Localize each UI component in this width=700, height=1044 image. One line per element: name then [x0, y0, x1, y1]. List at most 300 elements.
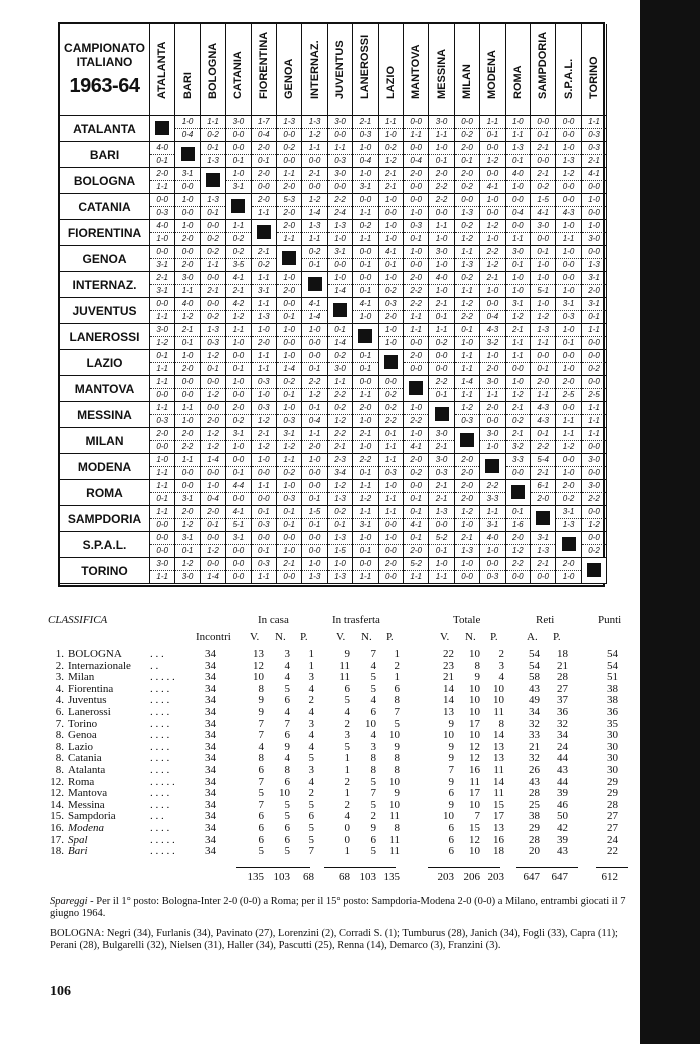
result-cell [353, 272, 378, 298]
spareggi-label: Spareggi [50, 896, 88, 907]
home-leg-score: 1-1 [150, 402, 174, 415]
bologna-roster-note: BOLOGNA: Negri (34), Furlanis (34), Pavinato (27), Lorenzini (2), Corradi S. (1); Tumburus (28), Janich (34), Fogli (33), Capra (11); Perani (28), Bulgarelli (32), Nielsen (31), Haller (34), Pascutti (25), Renna (14), Demarco (3), Franzini (3). [50, 928, 618, 951]
row-header-team: LAZIO [60, 350, 150, 376]
total-losses: 15 [493, 798, 504, 811]
diagonal-block [506, 480, 531, 506]
home-losses: 4 [308, 729, 314, 742]
home-leg-score: 2-1 [480, 272, 504, 285]
total-draws: 15 [469, 822, 480, 834]
home-leg-score: 4-0 [506, 168, 530, 181]
result-cell [328, 168, 353, 194]
away-leg-score: 3-2 [486, 338, 499, 347]
home-wins: 6 [258, 833, 264, 846]
home-wins: 7 [258, 798, 264, 811]
total-draws: 10 [469, 648, 480, 660]
away-leg-score: 1-0 [359, 416, 372, 425]
home-leg-score: 2-0 [150, 428, 174, 441]
home-leg-score: 2-0 [556, 480, 580, 493]
goals-against: 24 [557, 740, 568, 753]
home-leg-score: 1-1 [556, 428, 580, 441]
leader-dots: . . . . [150, 717, 170, 730]
away-leg-score: 2-1 [207, 286, 219, 295]
result-cell [226, 168, 251, 194]
goals-for: 28 [529, 787, 540, 800]
away-leg-score: 1-1 [156, 312, 168, 321]
away-leg-score: 1-1 [537, 338, 549, 347]
away-leg-score: 1-1 [207, 260, 219, 269]
away-leg-score: 5-1 [232, 520, 245, 529]
leader-dots: . . [150, 659, 159, 672]
away-leg-score: 0-4 [486, 312, 499, 321]
home-leg-score: 1-1 [582, 428, 606, 441]
result-cell [175, 246, 200, 272]
away-leg-score: 1-0 [562, 572, 575, 581]
away-leg-score: 0-1 [232, 468, 245, 477]
leader-dots: . . . . [150, 822, 170, 834]
result-cell [302, 480, 327, 506]
result-cell [556, 142, 581, 168]
result-cell [404, 506, 429, 532]
result-cell [455, 506, 480, 532]
result-cell [506, 142, 531, 168]
row-header-team: CATANIA [60, 194, 150, 220]
home-losses: 5 [308, 822, 314, 834]
away-leg-score: 1-1 [435, 130, 448, 139]
away-leg-score: 1-0 [512, 182, 524, 191]
away-leg-score: 0-0 [181, 182, 194, 191]
home-leg-score: 2-1 [429, 480, 453, 493]
games-played: 34 [205, 845, 216, 858]
home-wins: 13 [253, 648, 264, 660]
total-ga: 647 [551, 870, 568, 883]
col-incontri: Incontri [196, 631, 231, 643]
home-leg-score: 0-1 [328, 324, 352, 337]
home-leg-score: 0-1 [302, 402, 326, 415]
home-leg-score: 1-0 [455, 558, 479, 571]
home-leg-score: 2-0 [175, 506, 199, 519]
away-leg-score: 0-0 [486, 416, 499, 425]
result-cell [201, 402, 226, 428]
result-cell [252, 480, 277, 506]
home-leg-score: 0-0 [175, 480, 199, 493]
result-cell [429, 246, 454, 272]
result-cell [404, 220, 429, 246]
games-played: 34 [205, 787, 216, 800]
home-losses: 6 [308, 810, 314, 823]
away-leg-score: 0-2 [562, 494, 575, 503]
home-wins: 8 [258, 682, 264, 695]
leader-dots: . . . . [150, 729, 170, 742]
games-played: 34 [205, 671, 216, 684]
home-leg-score: 4-1 [226, 506, 250, 519]
home-draws: 8 [284, 764, 290, 776]
away-leg-score: 1-1 [181, 286, 194, 295]
result-cell [150, 428, 175, 454]
standings-team: BOLOGNA [68, 648, 122, 660]
games-played: 34 [205, 729, 216, 742]
result-cell [353, 350, 378, 376]
result-cell [277, 324, 302, 350]
result-cell [328, 506, 353, 532]
away-losses: 8 [394, 694, 400, 707]
result-cell [582, 428, 607, 454]
home-losses: 2 [308, 694, 314, 707]
result-cell [201, 194, 226, 220]
home-leg-score: 1-2 [328, 480, 352, 493]
home-leg-score: 0-0 [277, 532, 301, 545]
home-leg-score: 0-0 [582, 532, 606, 545]
home-leg-score: 0-2 [353, 220, 377, 233]
home-leg-score: 0-1 [252, 506, 276, 519]
result-cell [302, 532, 327, 558]
result-cell [353, 428, 378, 454]
away-leg-score: 2-1 [588, 156, 600, 165]
away-leg-score: 0-2 [588, 364, 600, 373]
away-leg-score: 0-2 [258, 260, 270, 269]
result-cell [226, 506, 251, 532]
home-leg-score: 1-3 [328, 220, 352, 233]
games-played: 34 [205, 833, 216, 846]
result-cell [506, 402, 531, 428]
home-leg-score: 0-3 [404, 220, 428, 233]
standings-team: Lanerossi [68, 706, 111, 718]
col-header-team [252, 24, 277, 116]
result-cell [556, 480, 581, 506]
home-leg-score: 1-1 [175, 402, 199, 415]
home-leg-score: 0-3 [582, 142, 606, 155]
result-cell [404, 532, 429, 558]
col-header-team [277, 24, 302, 116]
result-cell [480, 428, 505, 454]
home-leg-score: 1-0 [480, 194, 504, 207]
away-leg-score: 0-0 [461, 572, 473, 581]
total-wins: 13 [443, 706, 454, 718]
goals-against: 36 [557, 706, 568, 718]
away-draws: 3 [370, 740, 376, 753]
home-leg-score: 1-1 [506, 350, 530, 363]
total-wins: 14 [443, 694, 454, 707]
standings-team: Mantova [68, 787, 108, 800]
result-cell [252, 116, 277, 142]
goals-against: 34 [557, 729, 568, 742]
home-leg-score: 0-2 [302, 246, 326, 259]
home-leg-score: 1-0 [404, 428, 428, 441]
group-in-trasferta: In trasferta [332, 614, 380, 626]
home-leg-score: 2-2 [328, 194, 352, 207]
games-played: 34 [205, 775, 216, 788]
home-leg-score: 0-2 [277, 376, 301, 389]
home-leg-score: 4-0 [150, 142, 174, 155]
home-leg-score: 3-1 [226, 428, 250, 441]
away-draws: 5 [370, 775, 376, 788]
total-draws: 12 [469, 752, 480, 765]
away-leg-score: 1-1 [486, 390, 499, 399]
result-cell [379, 142, 404, 168]
home-leg-score: 1-0 [506, 376, 530, 389]
row-header-team: TORINO [60, 558, 150, 584]
away-leg-score: 1-0 [258, 390, 270, 399]
home-wins: 12 [253, 659, 264, 672]
away-leg-score: 3-2 [512, 442, 524, 451]
result-cell [506, 194, 531, 220]
result-cell [556, 376, 581, 402]
home-leg-score: 2-1 [353, 116, 377, 129]
away-leg-score: 0-1 [512, 260, 524, 269]
home-losses: 5 [308, 752, 314, 765]
total-an: 103 [359, 870, 376, 883]
away-draws: 2 [370, 810, 376, 823]
games-played: 34 [205, 740, 216, 753]
result-cell [353, 116, 378, 142]
result-cell [150, 142, 175, 168]
home-leg-score: 1-1 [353, 480, 377, 493]
home-leg-score: 0-2 [379, 402, 403, 415]
result-cell [556, 506, 581, 532]
home-leg-score: 2-1 [531, 558, 555, 571]
result-cell [506, 350, 531, 376]
total-wins: 9 [448, 752, 454, 765]
games-played: 34 [205, 682, 216, 695]
home-leg-score: 1-0 [379, 532, 403, 545]
col-header-team [150, 24, 175, 116]
home-leg-score: 3-0 [226, 116, 250, 129]
away-leg-score: 1-3 [334, 494, 346, 503]
result-cell [429, 298, 454, 324]
home-leg-score: 0-0 [404, 116, 428, 129]
standings-team: Roma [68, 775, 95, 788]
total-ap: 135 [383, 870, 400, 883]
result-cell [531, 246, 556, 272]
result-cell [531, 194, 556, 220]
away-leg-score: 0-1 [181, 338, 194, 347]
standings-position: 6. [55, 706, 64, 718]
home-leg-score: 2-2 [404, 298, 428, 311]
home-leg-score: 2-0 [277, 220, 301, 233]
away-leg-score: 0-2 [207, 130, 219, 139]
result-cell [455, 454, 480, 480]
home-leg-score: 2-0 [404, 454, 428, 467]
games-played: 34 [205, 798, 216, 811]
away-leg-score: 4-1 [486, 182, 499, 191]
away-leg-score: 1-2 [207, 442, 219, 451]
goals-for: 21 [529, 740, 540, 753]
home-leg-score: 1-0 [429, 142, 453, 155]
result-cell [506, 324, 531, 350]
result-cell [328, 402, 353, 428]
home-leg-score: 3-1 [531, 532, 555, 545]
home-leg-score: 1-3 [506, 142, 530, 155]
result-cell [175, 428, 200, 454]
home-leg-score: 2-0 [455, 454, 479, 467]
result-cell [455, 480, 480, 506]
away-leg-score: 3-4 [334, 468, 346, 477]
home-leg-score: 1-0 [201, 480, 225, 493]
away-leg-score: 1-1 [435, 572, 448, 581]
total-losses: 13 [493, 822, 504, 834]
total-losses: 11 [493, 787, 504, 800]
away-leg-score: 0-2 [232, 416, 245, 425]
home-leg-score: 1-0 [556, 142, 580, 155]
home-leg-score: 2-2 [328, 428, 352, 441]
home-leg-score: 1-1 [480, 116, 504, 129]
away-wins: 2 [344, 717, 350, 730]
home-leg-score: 1-7 [252, 116, 276, 129]
away-leg-score: 2-0 [410, 546, 422, 555]
result-cell [353, 532, 378, 558]
home-leg-score: 1-1 [582, 324, 606, 337]
standings-team: Catania [68, 752, 102, 765]
away-leg-score: 0-0 [537, 156, 549, 165]
result-cell [353, 480, 378, 506]
away-leg-score: 1-5 [334, 546, 346, 555]
away-losses: 10 [389, 729, 400, 742]
away-draws: 6 [370, 706, 376, 718]
home-losses: 3 [308, 764, 314, 776]
away-leg-score: 3-1 [359, 182, 372, 191]
away-leg-score: 1-0 [334, 234, 346, 243]
away-leg-score: 1-3 [334, 572, 346, 581]
away-leg-score: 1-1 [156, 468, 168, 477]
away-leg-score: 0-1 [486, 130, 499, 139]
home-leg-score: 1-1 [252, 350, 276, 363]
away-leg-score: 0-0 [258, 182, 270, 191]
away-leg-score: 0-1 [385, 260, 397, 269]
home-leg-score: 2-1 [531, 142, 555, 155]
away-leg-score: 2-1 [334, 442, 346, 451]
away-leg-score: 3-1 [156, 286, 168, 295]
result-cell [379, 454, 404, 480]
away-leg-score: 1-1 [156, 182, 168, 191]
result-cell [531, 402, 556, 428]
home-leg-score: 1-1 [252, 480, 276, 493]
away-leg-score: 0-4 [181, 130, 194, 139]
result-cell [302, 506, 327, 532]
diagonal-block [201, 168, 226, 194]
away-leg-score: 2-1 [232, 286, 245, 295]
home-draws: 5 [284, 798, 290, 811]
result-cell [379, 532, 404, 558]
away-leg-score: 0-3 [156, 416, 168, 425]
away-wins: 5 [344, 740, 350, 753]
standings-position: 8. [55, 740, 64, 753]
goals-against: 37 [557, 694, 568, 707]
home-leg-score: 0-0 [150, 532, 174, 545]
standings-team: Fiorentina [68, 682, 114, 695]
result-cell [302, 220, 327, 246]
total-draws: 12 [469, 740, 480, 753]
away-leg-score: 1-2 [461, 234, 473, 243]
home-leg-score: 2-1 [506, 428, 530, 441]
total-losses: 10 [493, 694, 504, 707]
result-cell [328, 454, 353, 480]
away-leg-score: 0-0 [435, 208, 448, 217]
away-leg-score: 1-0 [232, 442, 245, 451]
home-leg-score: 3-1 [226, 532, 250, 545]
home-leg-score: 0-1 [404, 506, 428, 519]
points: 30 [607, 752, 618, 765]
home-leg-score: 0-1 [379, 428, 403, 441]
goals-against: 39 [557, 787, 568, 800]
away-leg-score: 0-3 [334, 156, 346, 165]
row-header-team: ROMA [60, 480, 150, 506]
result-cell [455, 532, 480, 558]
home-leg-score: 1-1 [252, 298, 276, 311]
away-leg-score: 1-0 [156, 234, 168, 243]
home-leg-score: 0-0 [150, 194, 174, 207]
result-cell [353, 220, 378, 246]
away-leg-score: 3-0 [588, 234, 600, 243]
away-leg-score: 1-1 [359, 208, 372, 217]
away-leg-score: 1-0 [435, 260, 448, 269]
standings-team: Sampdoria [68, 810, 116, 823]
home-wins: 10 [253, 671, 264, 684]
home-losses: 5 [308, 798, 314, 811]
away-leg-score: 0-2 [207, 234, 219, 243]
home-leg-score: 3-1 [556, 506, 580, 519]
total-hp: 68 [303, 870, 314, 883]
row-header-team: MANTOVA [60, 376, 150, 402]
home-leg-score: 2-0 [404, 168, 428, 181]
home-leg-score: 1-4 [201, 454, 225, 467]
away-leg-score: 1-3 [461, 260, 473, 269]
away-leg-score: 1-0 [385, 130, 397, 139]
away-leg-score: 1-1 [156, 364, 168, 373]
result-cell [379, 558, 404, 584]
away-leg-score: 0-0 [283, 338, 295, 347]
away-draws: 7 [370, 787, 376, 800]
away-leg-score: 2-2 [181, 442, 194, 451]
home-leg-score: 3-0 [582, 480, 606, 493]
standings-position: 3. [55, 671, 64, 684]
away-leg-score: 1-0 [461, 520, 473, 529]
home-leg-score: 0-0 [201, 558, 225, 571]
total-draws: 8 [474, 659, 480, 672]
goals-for: 26 [529, 764, 540, 776]
home-leg-score: 2-0 [404, 272, 428, 285]
home-leg-score: 1-0 [379, 324, 403, 337]
away-leg-score: 1-0 [435, 234, 448, 243]
result-cell [277, 558, 302, 584]
standings-position: 8. [55, 764, 64, 776]
away-losses: 11 [389, 845, 400, 858]
home-leg-score: 0-2 [277, 142, 301, 155]
away-leg-score: 3-1 [486, 520, 499, 529]
result-cell [201, 116, 226, 142]
home-losses: 3 [308, 717, 314, 730]
totals-rule [596, 867, 628, 868]
result-cell [506, 376, 531, 402]
away-leg-score: 0-1 [283, 520, 295, 529]
home-leg-score: 2-0 [150, 168, 174, 181]
home-leg-score: 0-1 [277, 506, 301, 519]
total-pts: 612 [601, 870, 618, 883]
home-leg-score: 1-0 [429, 558, 453, 571]
away-leg-score: 0-0 [308, 468, 321, 477]
home-leg-score: 1-4 [455, 376, 479, 389]
away-leg-score: 1-0 [232, 338, 245, 347]
home-leg-score: 0-0 [175, 376, 199, 389]
away-wins: 9 [344, 648, 350, 660]
away-leg-score: 1-2 [258, 416, 270, 425]
away-losses: 7 [394, 706, 400, 718]
col-header-team [226, 24, 251, 116]
away-leg-score: 1-0 [461, 338, 473, 347]
standings-position: 14. [50, 798, 64, 811]
standings-position: 12. [50, 775, 64, 788]
away-leg-score: 0-3 [283, 416, 295, 425]
home-leg-score: 5-4 [531, 454, 555, 467]
away-leg-score: 0-0 [308, 338, 321, 347]
